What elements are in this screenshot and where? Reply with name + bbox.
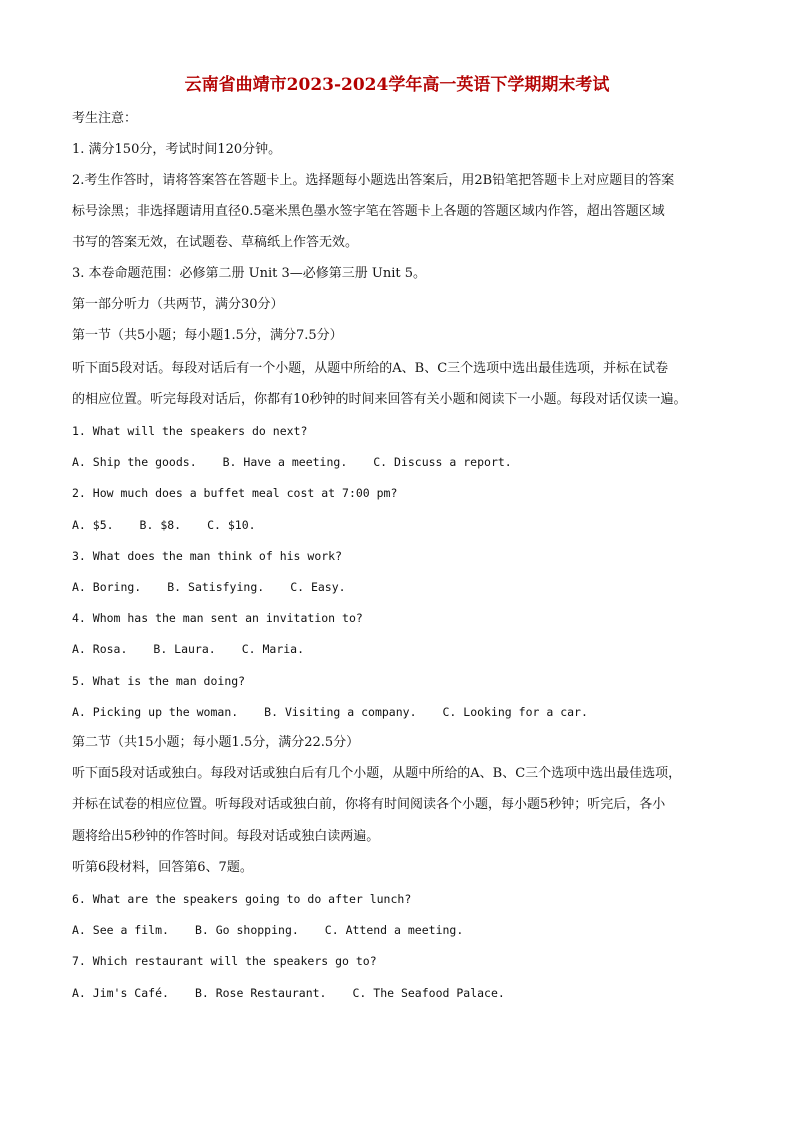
question-2-option-b: B. $8. <box>139 518 182 532</box>
note-1: 1. 满分150分，考试时间120分钟。 <box>72 142 282 157</box>
note-2-line-2: 标号涂黑；非选择题请用直径0.5毫米黑色墨水签字笔在答题卡上各题的答题区域内作答，超出答题区域 <box>72 204 665 219</box>
note-3: 3. 本卷命题范围：必修第二册 Unit 3—必修第三册 Unit 5。 <box>72 266 427 281</box>
question-3: 3. What does the man think of his work? <box>72 549 343 563</box>
question-5: 5. What is the man doing? <box>72 674 246 688</box>
material-6-instruction: 听第6段材料，回答第6、7题。 <box>72 860 253 875</box>
question-6-option-b: B. Go shopping. <box>194 923 299 937</box>
question-5-option-c: C. Looking for a car. <box>442 705 588 719</box>
question-7: 7. Which restaurant will the speakers go to? <box>72 954 377 968</box>
question-7-option-b: B. Rose Restaurant. <box>194 986 327 1000</box>
question-7-option-c: C. The Seafood Palace. <box>352 986 505 1000</box>
note-2-line-1: 2.考生作答时，请将答案答在答题卡上。选择题每小题选出答案后，用2B铅笔把答题卡上对应题目的答案 <box>72 173 675 188</box>
question-4: 4. Whom has the man sent an invitation to? <box>72 611 363 625</box>
question-3-options <box>72 578 732 596</box>
question-3-option-c: C. Easy. <box>290 580 346 594</box>
question-3-option-b: B. Satisfying. <box>167 580 265 594</box>
question-1-option-a: A. Ship the goods. <box>72 455 197 469</box>
section1-heading: 第一节（共5小题；每小题1.5分，满分7.5分） <box>72 328 343 343</box>
question-6: 6. What are the speakers going to do after lunch? <box>72 892 412 906</box>
section1-instructions-line-2: 的相应位置。听完每段对话后，你都有10秒钟的时间来回答有关小题和阅读下一小题。每段对话仅读一遍。 <box>72 392 687 407</box>
question-4-option-a: A. Rosa. <box>72 642 128 656</box>
question-4-option-b: B. Laura. <box>153 642 216 656</box>
section2-instructions-line-1: 听下面5段对话或独白。每段对话或独白后有几个小题，从题中所给的A、B、C三个选项中选出最佳选项， <box>72 766 682 781</box>
question-5-option-b: B. Visiting a company. <box>264 705 417 719</box>
section1-instructions-line-1: 听下面5段对话。每段对话后有一个小题，从题中所给的A、B、C三个选项中选出最佳选项，并标在试卷 <box>72 361 669 376</box>
note-2-line-3: 书写的答案无效，在试题卷、草稿纸上作答无效。 <box>72 235 359 250</box>
question-6-option-a: A. See a film. <box>72 923 169 937</box>
question-7-option-a: A. Jim's Café. <box>72 986 169 1000</box>
question-4-option-c: C. Maria. <box>241 642 305 656</box>
question-2-options <box>72 516 732 534</box>
question-3-option-a: A. Boring. <box>72 580 142 594</box>
section2-instructions-line-2: 并标在试卷的相应位置。听每段对话或独白前，你将有时间阅读各个小题，每小题5秒钟；听完后，各小 <box>72 797 666 812</box>
question-4-options <box>72 640 732 658</box>
question-2: 2. How much does a buffet meal cost at 7:00 pm? <box>72 486 398 500</box>
question-1-option-b: B. Have a meeting. <box>222 455 348 469</box>
question-2-option-c: C. $10. <box>207 518 256 532</box>
section2-heading: 第二节（共15小题；每小题1.5分，满分22.5分） <box>72 735 360 750</box>
question-1-option-c: C. Discuss a report. <box>373 455 512 469</box>
question-5-options <box>72 703 732 721</box>
notes-heading: 考生注意： <box>72 111 138 126</box>
section2-instructions-line-3: 题将给出5秒钟的作答时间。每段对话或独白读两遍。 <box>72 829 380 844</box>
question-6-option-c: C. Attend a meeting. <box>324 923 464 937</box>
question-1: 1. What will the speakers do next? <box>72 424 308 438</box>
page-title: 云南省曲靖市2023-2024学年高一英语下学期期末考试 <box>184 75 610 95</box>
part1-heading: 第一部分听力（共两节，满分30分） <box>72 297 284 312</box>
question-7-options <box>72 984 732 1002</box>
question-5-option-a: A. Picking up the woman. <box>72 705 239 719</box>
question-6-options <box>72 921 732 939</box>
question-2-option-a: A. $5. <box>72 518 114 532</box>
question-1-options <box>72 453 732 471</box>
